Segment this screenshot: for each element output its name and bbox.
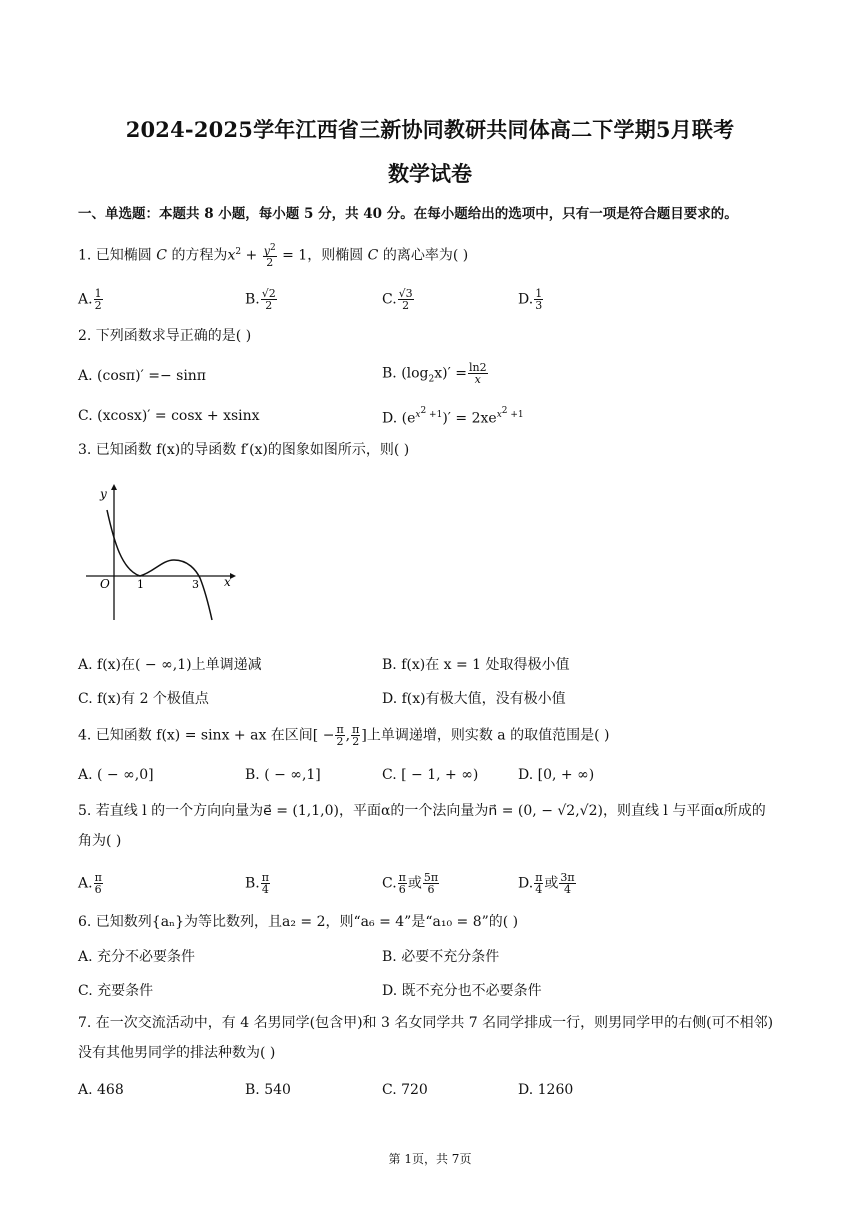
section-heading: 一、单选题：本题共 8 小题，每小题 5 分，共 40 分。在每小题给出的选项中，只有一项是符合题目要求的。 xyxy=(78,206,738,222)
q5-option-c: C. $\frac{\pi}{6}$ 或 $\frac{5\pi}{6}$ xyxy=(382,871,439,896)
page-footer: 第 1页，共 7页 xyxy=(388,1152,472,1166)
q4-option-c: C. [ − 1, + ∞) xyxy=(382,767,479,783)
q5-option-d: D. $\frac{\pi}{4}$ 或 $\frac{3\pi}{4}$ xyxy=(518,871,575,896)
q7-option-b: B. 540 xyxy=(245,1082,291,1098)
q5-option-b: B. $\frac{\pi}{4}$ xyxy=(245,871,269,896)
tick-3-label: 3 xyxy=(192,578,199,591)
q3-option-a: A. f(x)在( − ∞,1)上单调递减 xyxy=(78,657,262,673)
q1-option-c: C. $\frac{√3}{2}$ xyxy=(382,287,413,312)
y-label: y xyxy=(100,487,107,501)
derivative-graph xyxy=(82,482,242,624)
question-1-stem: 1. 已知椭圆 C 的方程为$x^2$ + $\frac{y^2}{2}$ = 1，则椭圆 C 的离心率为( ) xyxy=(78,242,469,270)
q7-option-a: A. 468 xyxy=(78,1082,124,1098)
origin-label: O xyxy=(100,577,110,591)
q6-option-c: C. 充要条件 xyxy=(78,983,154,999)
x-axis-arrow xyxy=(230,573,236,579)
exam-subtitle: 数学试卷 xyxy=(388,161,472,186)
q3-option-c: C. f(x)有 2 个极值点 xyxy=(78,691,209,707)
question-2-stem: 2. 下列函数求导正确的是( ) xyxy=(78,328,252,344)
q2-option-c: C. (xcosx)′ = cosx + xsinx xyxy=(78,408,260,424)
derivative-curve xyxy=(107,510,212,620)
q1-option-a: A. $\frac{1}{2}$ xyxy=(78,287,102,312)
q2-option-b: B. $(\log_2x)'$ = $\frac{\ln 2}{x}$ xyxy=(382,361,487,386)
q7-option-d: D. 1260 xyxy=(518,1082,574,1098)
q6-option-b: B. 必要不充分条件 xyxy=(382,949,500,965)
y-axis-arrow xyxy=(111,484,117,490)
q7-option-c: C. 720 xyxy=(382,1082,428,1098)
question-7-stem: 7. 在一次交流活动中，有 4 名男同学(包含甲)和 3 名女同学共 7 名同学排成一行，则男同学甲的右侧(可不相邻)没有其他男同学的排法种数为( ) xyxy=(78,1015,774,1061)
tick-1-label: 1 xyxy=(137,578,144,591)
q3-option-d: D. f(x)有极大值，没有极小值 xyxy=(382,691,566,707)
q1-option-b: B. $\frac{√2}{2}$ xyxy=(245,287,276,312)
q4-option-a: A. ( − ∞,0] xyxy=(78,767,154,783)
q4-option-b: B. ( − ∞,1] xyxy=(245,767,321,783)
q6-option-a: A. 充分不必要条件 xyxy=(78,949,196,965)
q1-option-d: D. $\frac{1}{3}$ xyxy=(518,287,543,312)
q3-option-b: B. f(x)在 x = 1 处取得极小值 xyxy=(382,657,570,673)
q6-option-d: D. 既不充分也不必要条件 xyxy=(382,983,542,999)
question-3-stem: 3. 已知函数 f(x)的导函数 f′(x)的图象如图所示，则( ) xyxy=(78,442,410,458)
x-label: x xyxy=(224,575,231,589)
question-4-stem: 4. 已知函数 f(x) = sinx + ax 在区间[ − $\frac{\pi}{2}$ , $\frac{\pi}{2}$ ]上单调递增，则实数 a 的取值范围是( ) xyxy=(78,723,610,748)
exam-title: 2024-2025学年江西省三新协同教研共同体高二下学期5月联考 xyxy=(125,117,735,142)
question-6-stem: 6. 已知数列{aₙ}为等比数列，且a₂ = 2，则“a₆ = 4”是“a₁₀ = 8”的( ) xyxy=(78,914,519,930)
q5-option-a: A. $\frac{\pi}{6}$ xyxy=(78,871,102,896)
q2-option-a: A. (cosπ)′ =− sinπ xyxy=(78,368,207,384)
q4-option-d: D. [0, + ∞) xyxy=(518,767,595,783)
question-5-stem: 5. 若直线 l 的一个方向向量为e⃗ = (1,1,0)，平面α的一个法向量为n⃗ = (0, − √2,√2)，则直线 l 与平面α所成的角为( ) xyxy=(78,803,766,849)
q2-option-d: D. $(e^{x^2 +1})' = 2xe^{x^2 +1}$ xyxy=(382,406,524,427)
